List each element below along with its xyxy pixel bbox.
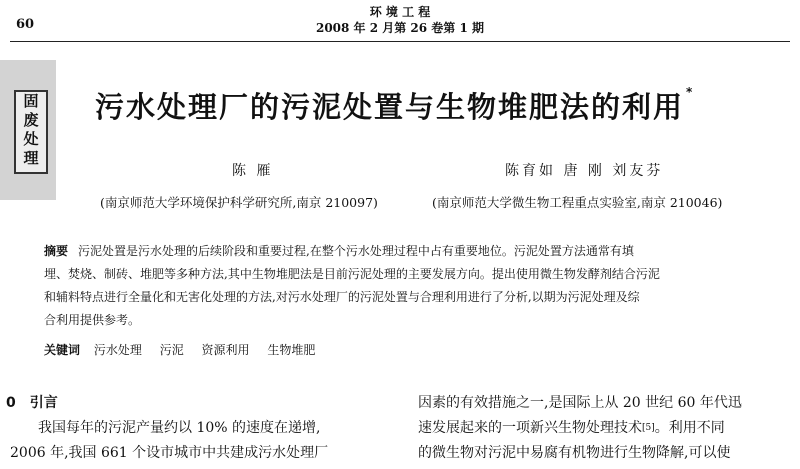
body-text: 速发展起来的一项新兴生物处理技术 (418, 420, 642, 436)
abstract-line: 合利用提供参考。 (44, 313, 141, 327)
journal-name: 环 境 工 程 (369, 5, 431, 19)
body-line (418, 416, 793, 441)
title-footnote-mark: * (686, 85, 695, 99)
section-title: 引言 (29, 395, 58, 411)
side-tab-char: 处 (23, 130, 39, 148)
body-line: 我国每年的污泥产量约以 10% 的速度在递增, (38, 420, 321, 436)
side-tab-char: 固 (23, 92, 39, 110)
abstract-line (44, 240, 764, 263)
citation-ref: [5] (642, 423, 655, 433)
abstract-line: 埋、焚烧、制砖、堆肥等多种方法,其中生物堆肥法是目前污泥处理的主要发展方向。提出使用微生物发酵剂结合污泥 (44, 267, 660, 281)
abstract (44, 240, 764, 332)
side-tab-char: 理 (23, 149, 39, 167)
abstract-text: 污泥处置是污水处理的后续阶段和重要过程,在整个污水处理过程中占有重要地位。污泥处置方法通常有填 (78, 244, 634, 258)
page-number: 60 (16, 17, 35, 32)
keyword: 污泥 (159, 343, 184, 357)
body-line: 的微生物对污泥中易腐有机物进行生物降解,可以使 (418, 445, 731, 461)
journal-issue: 2008 年 2 月第 26 卷第 1 期 (315, 21, 485, 35)
body-text: 。利用不同 (654, 420, 725, 436)
keywords-label: 关键词 (44, 343, 81, 357)
author-right: 陈育如 唐 刚 刘友芬 (505, 163, 664, 179)
title-text: 污水处理厂的污泥处置与生物堆肥法的利用 (95, 90, 685, 124)
side-tab-char: 废 (23, 111, 39, 129)
keyword: 污水处理 (93, 343, 142, 357)
body-column-left (10, 416, 390, 466)
abstract-label: 摘要 (44, 244, 69, 258)
body-line: 因素的有效措施之一,是国际上从 20 世纪 60 年代迅 (418, 395, 742, 411)
abstract-line: 和辅料特点进行全量化和无害化处理的方法,对污水处理厂的污泥处置与合理利用进行了分析,以期为污泥处理及综 (44, 290, 640, 304)
body-column-right (418, 391, 793, 466)
section-heading (6, 392, 58, 412)
author-left: 陈 雁 (232, 163, 274, 179)
keywords (44, 341, 329, 358)
affiliation-right: (南京师范大学微生物工程重点实验室,南京 210046) (432, 195, 723, 210)
keyword: 生物堆肥 (267, 343, 316, 357)
journal-header (0, 4, 800, 36)
keyword: 资源利用 (201, 343, 250, 357)
header-rule (10, 41, 790, 42)
section-number: 0 (6, 395, 16, 411)
article-title (95, 85, 694, 126)
section-side-tab (0, 60, 56, 200)
body-line: 2006 年,我国 661 个设市城市中共建成污水处理厂 (10, 445, 329, 461)
affiliation-left: (南京师范大学环境保护科学研究所,南京 210097) (100, 195, 378, 210)
side-tab-box (14, 90, 48, 174)
